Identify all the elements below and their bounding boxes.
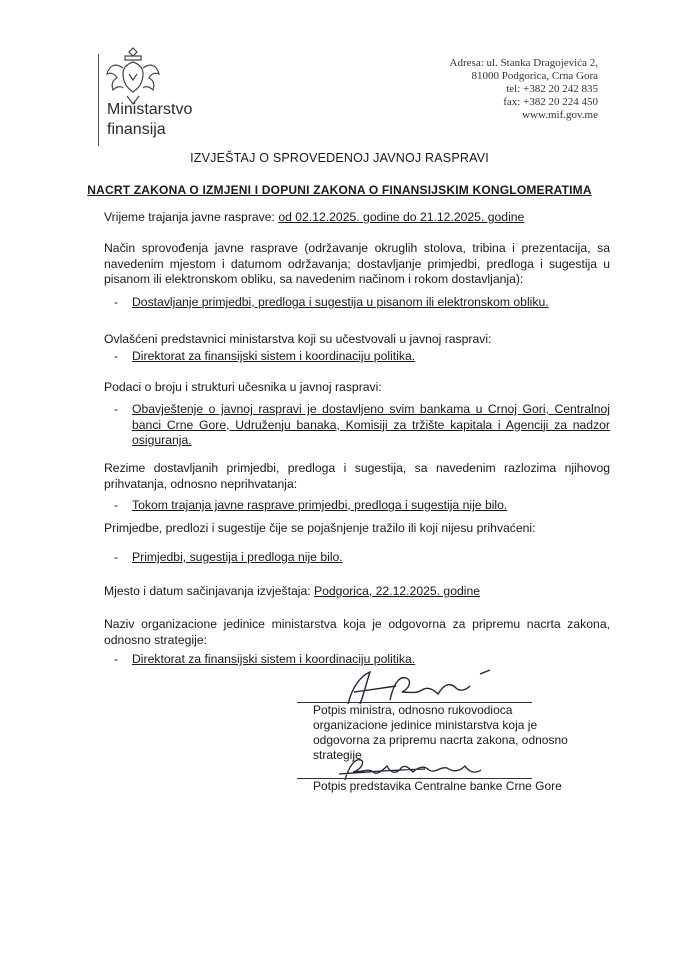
report-subtitle: NACRT ZAKONA O IZMJENI I DOPUNI ZAKONA O FINANSIJSKIM KONGLOMERATIMA [87,183,592,197]
phone: tel: +382 20 242 835 [506,83,598,95]
method-text: Način sprovođenja javne rasprave (održavanje okruglih stolova, tribina i prezentacija, sa navedenim mjestom i datumom održavanja; dostavljanje primjedbi, predloga i sugestija u pisanom ili elektronskom obliku, sa navedenim načinom i rokom dostavljanja): [104,241,610,286]
clarification-text: Primjedbe, predlozi i sugestije čije se pojašnjenje tražilo ili koji nijesu prihvaćeni: [104,521,536,535]
clarification-bullet: - Primjedbi, sugestija i predloga nije bilo. [114,550,343,564]
ministry-name: Ministarstvo finansija [107,101,193,138]
header-divider [98,54,99,146]
address-city: 81000 Podgorica, Crna Gora [471,70,598,82]
address-block [450,57,598,122]
org-unit-bullet: - Direktorat za finansijski sistem i koordinaciju politika. [114,652,416,666]
place-date-value: Podgorica, 22.12.2025. godine [314,584,481,598]
website: www.mif.gov.me [522,109,598,121]
summary-text: Rezime dostavljanih primjedbi, predloga i sugestija, sa navedenim razlozima njihovog prihvatanja, odnosno neprihvatanja: [104,461,610,491]
coat-of-arms-logo [103,44,163,108]
duration-line: Vrijeme trajanja javne rasprave: od 02.12.2025. godine do 21.12.2025. godine [104,210,525,224]
representatives-text: Ovlašćeni predstavnici ministarstva koji su učestvovali u javnoj raspravi: [104,332,492,346]
summary-bullet: - Tokom trajanja javne rasprave primjedbi, predloga i sugestija nije bilo. [114,498,508,512]
org-unit-text: Naziv organizacione jedinice ministarstva koja je odgovorna za pripremu nacrta zakona, odnosno strategije: [104,617,610,647]
participants-text: Podaci o broju i strukturi učesnika u javnoj raspravi: [104,380,382,394]
report-title: IZVJEŠTAJ O SPROVEDENOJ JAVNOJ RASPRAVI [190,151,489,165]
duration-value: od 02.12.2025. godine do 21.12.2025. godine [278,210,525,224]
cbcg-signature-caption: Potpis predstavika Centralne banke Crne Gore [313,779,562,793]
participants-bullet: - Obavještenje o javnoj raspravi je dostavljeno svim bankama u Crnoj Gori, Centralnoj banci Crne Gore, Udruženju banaka, Komisiji za tržište kapitala i Agenciji za nadzor osiguranja. [114,402,610,447]
address-line: Adresa: ul. Stanka Dragojevića 2, [449,57,598,69]
method-bullet: - Dostavljanje primjedbi, predloga i sugestija u pisanom ili elektronskom obliku. [114,295,549,309]
fax: fax: +382 20 224 450 [503,96,598,108]
representatives-bullet: - Direktorat za finansijski sistem i koordinaciju politika. [114,349,416,363]
minister-signature-caption: Potpis ministra, odnosno rukovodioca organizacione jedinice ministarstva koja je odgovorna za pripremu nacrta zakona, odnosno strategije [313,703,568,762]
place-date-line: Mjesto i datum sačinjavanja izvještaja: Podgorica, 22.12.2025. godine [104,584,481,598]
